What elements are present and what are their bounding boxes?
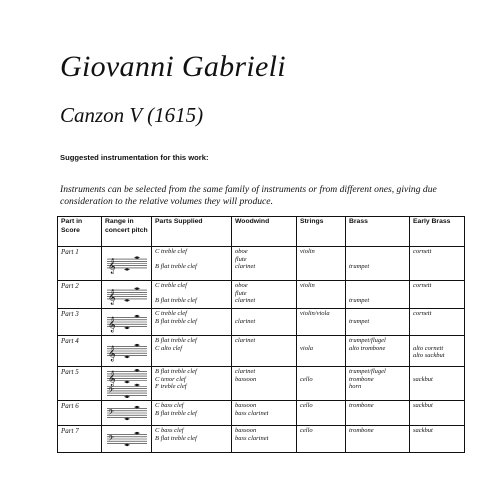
early-entry: alto sackbut (413, 352, 445, 360)
parts-entry (155, 290, 228, 298)
work-title: Canzon V (1615) (60, 103, 204, 127)
woodwind-entry: oboe (235, 282, 248, 289)
part-label: Part 4 (58, 336, 102, 367)
strings-cell (297, 309, 346, 336)
bass-clef-icon: 𝄢 (108, 386, 114, 397)
instrument-selection-note: Instruments can be selected from the same family of instruments or from different ones, giving due consideration to the relative volumes they will produce. (60, 184, 437, 207)
range-staff-icon (105, 402, 149, 424)
brass-entry (349, 282, 406, 290)
parts-cell (152, 309, 232, 336)
table-row (58, 426, 465, 453)
brass-entry: trumpet/flugel (349, 368, 386, 375)
strings-entry (300, 368, 342, 376)
part-label: Part 1 (58, 247, 102, 281)
early-entry (413, 368, 461, 376)
strings-entry: cello (300, 375, 313, 383)
strings-cell (297, 336, 346, 367)
parts-cell (152, 247, 232, 281)
woodwind-cell (232, 309, 297, 336)
woodwind-entry: flute (235, 255, 247, 263)
early-entry: sackbut (413, 427, 433, 434)
brass-entry: trombone (349, 427, 374, 434)
brass-cell (346, 367, 410, 401)
early-entry: cornett (413, 310, 432, 317)
range-cell (102, 336, 152, 367)
brass-entry: trumpet/flugel (349, 337, 386, 344)
parts-entry: C bass clef (155, 402, 184, 409)
table-header-row (58, 217, 465, 247)
woodwind-entry: clarinet (235, 317, 256, 325)
header-brass: Brass (346, 217, 410, 247)
brass-entry: trumpet (349, 317, 370, 325)
strings-cell (297, 426, 346, 453)
strings-cell (297, 281, 346, 309)
range-staff-icon (105, 337, 149, 365)
strings-entry: violin/viola (300, 310, 330, 317)
part-label: Part 2 (58, 281, 102, 309)
woodwind-cell (232, 426, 297, 453)
part-label: Part 6 (58, 401, 102, 426)
table-row (58, 281, 465, 309)
table-row (58, 309, 465, 336)
header-early-brass: Early Brass (410, 217, 465, 247)
brass-entry: trumpet (349, 297, 370, 305)
brass-entry: trombone (349, 402, 374, 409)
parts-entry: B flat treble clef (155, 263, 197, 271)
parts-cell (152, 281, 232, 309)
woodwind-cell (232, 367, 297, 401)
early-cell (410, 309, 465, 336)
brass-cell (346, 426, 410, 453)
parts-cell (152, 367, 232, 401)
treble-clef-icon: 𝄞 (108, 289, 116, 305)
woodwind-entry: clarinet (235, 368, 256, 375)
parts-cell (152, 401, 232, 426)
early-entry: sackbut (413, 402, 433, 409)
table-row (58, 367, 465, 401)
woodwind-cell (232, 247, 297, 281)
treble-clef-icon: 𝄞 (108, 258, 116, 274)
header-woodwind: Woodwind (232, 217, 297, 247)
bass-clef-icon: 𝄢 (108, 434, 114, 445)
brass-entry (349, 290, 406, 298)
header-strings: Strings (297, 217, 346, 247)
parts-entry: B flat treble clef (155, 297, 197, 305)
parts-entry: C tenor clef (155, 375, 186, 383)
range-staff-icon (105, 248, 149, 279)
woodwind-entry (235, 310, 293, 318)
early-cell (410, 426, 465, 453)
range-cell (102, 247, 152, 281)
strings-cell (297, 367, 346, 401)
strings-entry: cello (300, 427, 313, 434)
brass-cell (346, 309, 410, 336)
brass-cell (346, 247, 410, 281)
range-staff-icon (105, 368, 149, 399)
table-body (58, 247, 465, 453)
range-cell (102, 281, 152, 309)
part-label: Part 5 (58, 367, 102, 401)
parts-entry: B flat treble clef (155, 434, 197, 442)
brass-entry: horn (349, 383, 362, 391)
brass-entry (349, 248, 406, 256)
parts-cell (152, 426, 232, 453)
parts-cell (152, 336, 232, 367)
parts-entry: C treble clef (155, 248, 187, 255)
brass-cell (346, 401, 410, 426)
woodwind-entry: bassoon (235, 427, 257, 434)
early-entry: cornett (413, 248, 432, 255)
range-cell (102, 401, 152, 426)
woodwind-cell (232, 401, 297, 426)
woodwind-entry: clarinet (235, 337, 256, 344)
parts-entry: C treble clef (155, 282, 187, 289)
parts-entry: C alto clef (155, 344, 183, 352)
woodwind-entry: flute (235, 289, 247, 297)
early-cell (410, 401, 465, 426)
woodwind-entry: oboe (235, 248, 248, 255)
strings-entry: violin (300, 282, 315, 289)
table-row (58, 401, 465, 426)
parts-entry (155, 256, 228, 264)
parts-entry: B flat treble clef (155, 368, 197, 375)
woodwind-cell (232, 336, 297, 367)
bass-clef-icon: 𝄢 (108, 408, 114, 419)
early-cell (410, 367, 465, 401)
strings-entry: viola (300, 344, 313, 352)
early-entry (413, 337, 461, 345)
treble-clef-icon: 𝄞 (108, 317, 116, 333)
range-staff-icon (105, 427, 149, 451)
header-range: Range in concert pitch (102, 217, 152, 247)
parts-entry: F treble clef (155, 383, 187, 391)
parts-entry: B flat treble clef (155, 337, 197, 344)
early-entry: sackbut (413, 375, 433, 383)
brass-cell (346, 281, 410, 309)
suggested-instrumentation-heading: Suggested instrumentation for this work: (60, 153, 209, 162)
woodwind-entry: clarinet (235, 297, 256, 305)
instrumentation-table (57, 216, 465, 453)
woodwind-entry: bassoon (235, 402, 257, 409)
brass-entry (349, 256, 406, 264)
woodwind-entry: bassoon (235, 375, 257, 383)
brass-entry: alto trombone (349, 344, 386, 352)
range-cell (102, 367, 152, 401)
early-entry: cornett (413, 282, 432, 289)
strings-cell (297, 401, 346, 426)
brass-entry: trumpet (349, 263, 370, 271)
treble-clef-icon: 𝄞 (108, 371, 116, 387)
parts-entry: B flat treble clef (155, 409, 197, 417)
brass-entry: trombone (349, 375, 374, 383)
strings-entry (300, 337, 342, 345)
range-staff-icon (105, 310, 149, 334)
woodwind-entry: clarinet (235, 263, 256, 271)
range-cell (102, 309, 152, 336)
woodwind-entry: bass clarinet (235, 434, 269, 442)
table-row (58, 247, 465, 281)
woodwind-entry: bass clarinet (235, 409, 269, 417)
part-label: Part 3 (58, 309, 102, 336)
parts-entry: B flat treble clef (155, 317, 197, 325)
composer-name: Giovanni Gabrieli (60, 50, 286, 83)
treble-clef-icon: 𝄞 (108, 346, 116, 362)
early-entry: alto cornett (413, 344, 444, 352)
range-staff-icon (105, 282, 149, 307)
early-cell (410, 281, 465, 309)
strings-entry: cello (300, 402, 313, 409)
table-row (58, 336, 465, 367)
part-label: Part 7 (58, 426, 102, 453)
range-cell (102, 426, 152, 453)
brass-cell (346, 336, 410, 367)
parts-entry: C bass clef (155, 427, 184, 434)
header-part-in-score: Part in Score (58, 217, 102, 247)
brass-entry (349, 310, 406, 318)
header-parts-supplied: Parts Supplied (152, 217, 232, 247)
woodwind-cell (232, 281, 297, 309)
early-cell (410, 247, 465, 281)
early-cell (410, 336, 465, 367)
parts-entry: C treble clef (155, 310, 187, 317)
strings-entry: violin (300, 248, 315, 255)
strings-cell (297, 247, 346, 281)
